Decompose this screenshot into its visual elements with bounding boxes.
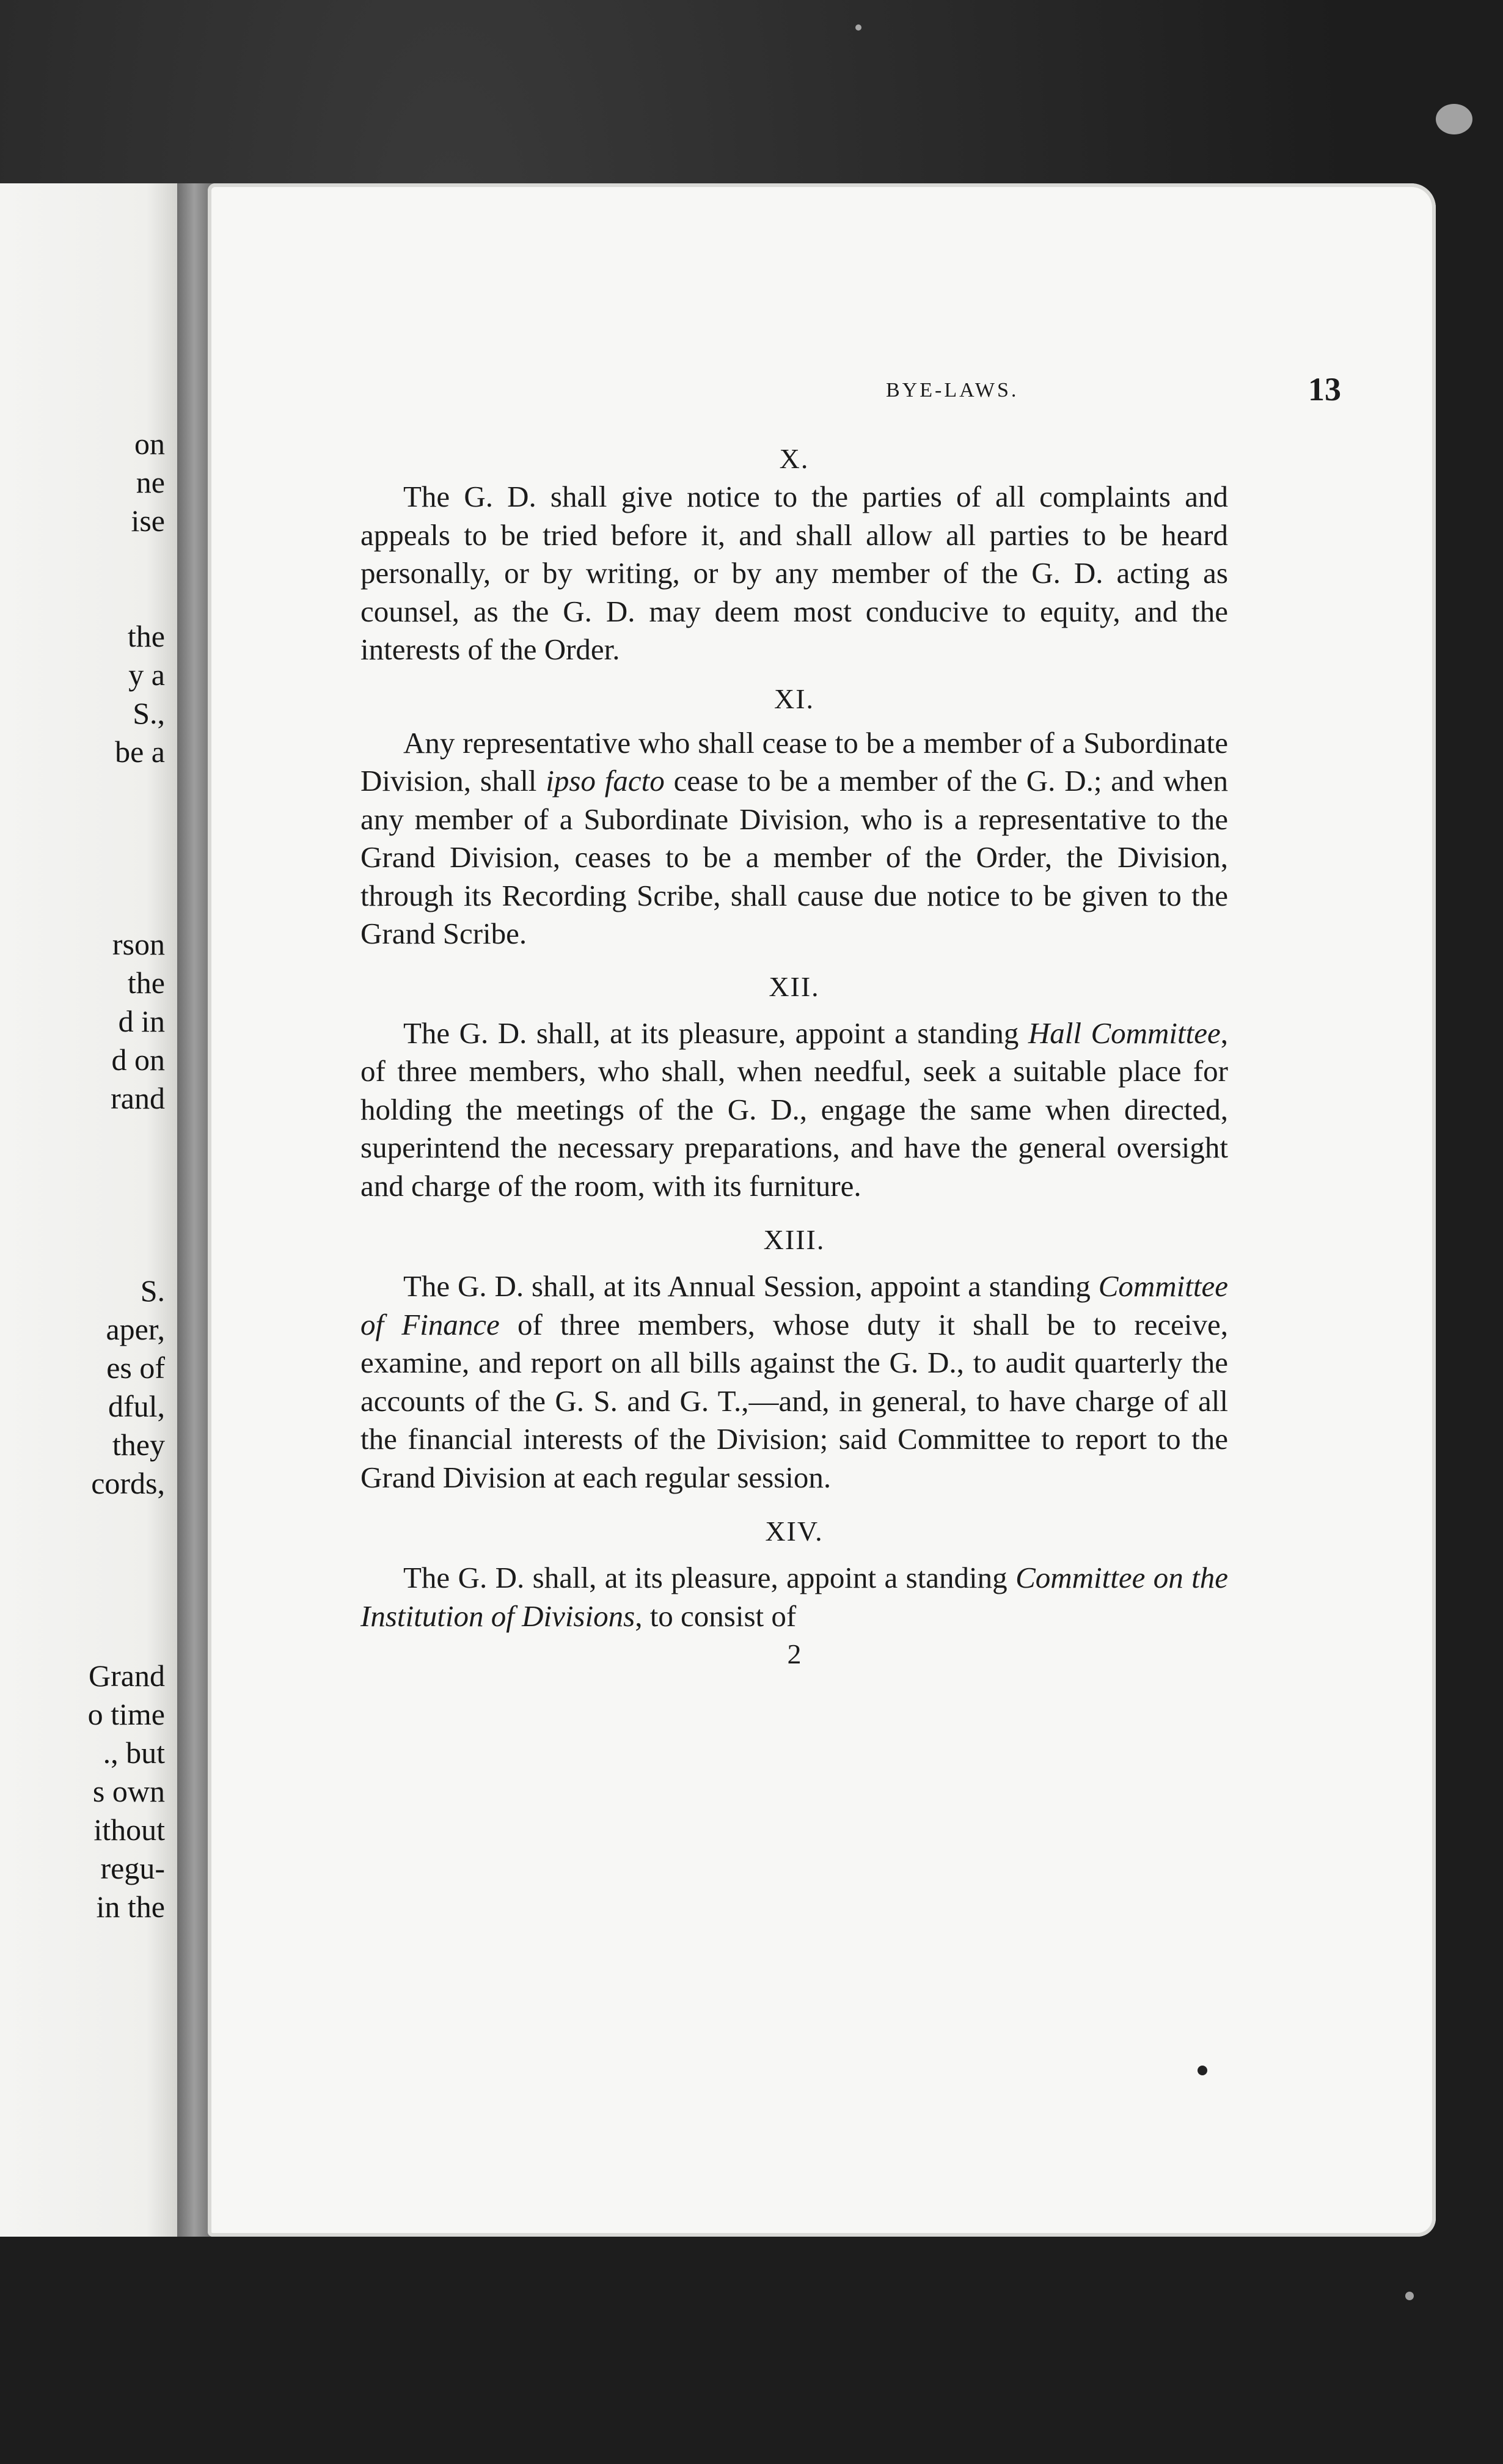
current-page — [208, 183, 1436, 2237]
previous-page-fragment: rson — [112, 927, 165, 961]
page-number: 13 — [1308, 371, 1341, 408]
section-xiv-text: The G. D. shall, at its pleasure, appoint a standing Committee on the Institution of Divisions, to consist of — [360, 1561, 1229, 1633]
ink-dot — [1198, 2066, 1207, 2075]
section-heading-xii: XII. — [769, 970, 820, 1002]
bye-laws-text — [360, 440, 1228, 1673]
previous-page-fragment: dful, — [108, 1389, 165, 1423]
previous-page-fragment: be a — [115, 735, 165, 769]
previous-page-fragment: cords, — [91, 1466, 165, 1500]
previous-page-fragment: es of — [106, 1351, 165, 1385]
dust-speck — [855, 24, 861, 31]
previous-page — [0, 183, 183, 2237]
previous-page-fragment: rand — [111, 1081, 165, 1115]
section-heading-x: X. — [779, 443, 810, 474]
previous-page-fragment: they — [112, 1428, 165, 1462]
section-xi-text: Any representative who shall cease to be a member of a Subordinate Division, shall ipso facto cease to be a member of the G. D.; and when any member of a Subordinate Division, who is a representative to the Grand Division, ceases to be a member of the Order, the Division, through its Recording Scribe, shall cause due notice to be given to the Grand Scribe. — [360, 725, 1228, 950]
section-xiii-text: The G. D. shall, at its Annual Session, appoint a standing Committee of Finance of three members, whose duty it shall be to receive, examine, and report on all bills against the G. D., to audit quarterly the accounts of the G. S. and G. T.,—and, in general, to have charge of all the financial interests of the Division; said Committee to report to the Grand Division at each regular session. — [360, 1269, 1229, 1494]
section-heading-xiii: XIII. — [763, 1224, 825, 1255]
section-xii-text: The G. D. shall, at its pleasure, appoint a standing Hall Committee, of three members, who shall, when needful, seek a suitable place for holding the meetings of the G. D., engage the same when directed, superintend the necessary preparations, and have the general oversight and charge of the room, with its furniture. — [360, 1016, 1228, 1203]
previous-page-fragment: d in — [118, 1004, 165, 1038]
section-heading-xi: XI. — [773, 683, 815, 714]
previous-page-fragment: o time — [87, 1697, 165, 1731]
previous-page-fragment: ., but — [103, 1736, 165, 1770]
previous-page-fragment: ithout — [93, 1813, 165, 1847]
previous-page-fragment: aper, — [106, 1312, 165, 1346]
section-heading-xiv: XIV. — [765, 1516, 824, 1547]
previous-page-fragment: the — [127, 966, 165, 1000]
section-x-text: The G. D. shall give notice to the parties of all complaints and appeals to be tried before it, and shall allow all parties to be heard personally, or by writing, or by any member of the G. D. acting as counsel, as the G. D. may deem most conducive to equity, and the interests of the Order. — [360, 480, 1228, 666]
previous-page-fragment: s own — [92, 1774, 165, 1808]
previous-page-fragment: on — [134, 427, 165, 461]
previous-page-fragment: y a — [128, 658, 165, 692]
previous-page-fragment: d on — [111, 1043, 165, 1077]
previous-page-fragment: in the — [96, 1890, 165, 1924]
previous-page-fragment: regu- — [100, 1851, 165, 1885]
previous-page-fragment: the — [127, 619, 165, 653]
signature-mark: 2 — [787, 1638, 802, 1670]
previous-page-fragment: ne — [136, 465, 165, 499]
running-head: BYE-LAWS. — [886, 379, 1019, 402]
previous-page-fragment: S. — [140, 1274, 165, 1308]
previous-page-fragment: ise — [131, 504, 165, 538]
previous-page-fragment: S., — [133, 696, 165, 730]
previous-page-fragment: Grand — [89, 1659, 165, 1693]
dust-speck — [1405, 2292, 1414, 2300]
dust-speck — [1436, 104, 1472, 134]
